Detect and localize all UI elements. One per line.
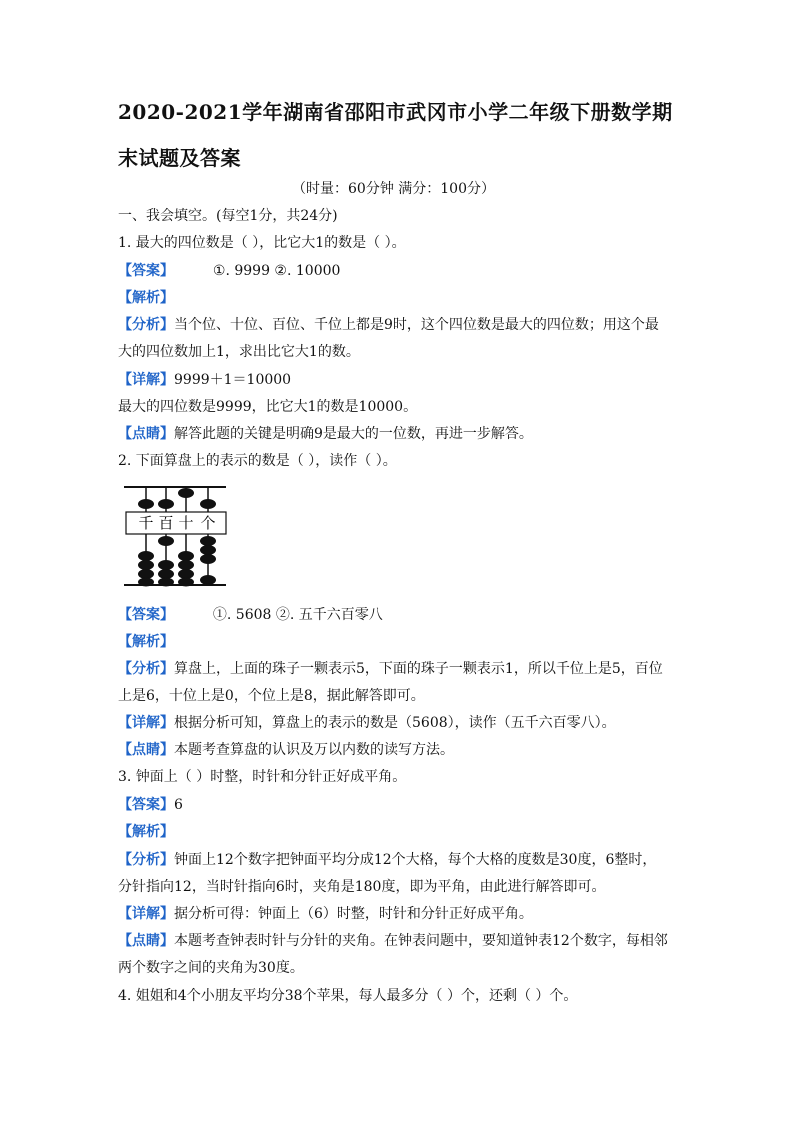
q2-answer-line [118, 606, 383, 624]
abacus-label-shi: 十 [178, 514, 194, 532]
q3-stem: 3. 钟面上（ ）时整，时针和分针正好成平角。 [118, 769, 407, 785]
q4-stem: 4. 姐姐和4个小朋友平均分38个苹果，每人最多分（ ）个，还剩（ ）个。 [118, 988, 578, 1004]
q2-xiangjie-line [118, 714, 616, 732]
jiexi-label: 【解析】 [118, 290, 174, 306]
q3-fenxi-line1 [118, 851, 656, 869]
doc-title-line1: 2020-2021学年湖南省邵阳市武冈市小学二年级下册数学期 [118, 100, 673, 124]
q3-xiangjie-line [118, 905, 533, 923]
q1-stem: 1. 最大的四位数是（ ），比它大1的数是（ ）。 [118, 235, 406, 251]
abacus-label-bai: 百 [158, 514, 174, 532]
abacus-label-qian: 千 [138, 514, 154, 532]
xiangjie-label: 【详解】 [118, 715, 174, 731]
q1-xiangjie-text: 9999＋1＝10000 [174, 372, 292, 388]
q1-fenxi-line2: 大的四位数加上1，求出比它大1的数。 [118, 344, 360, 360]
q1-answer: ①. 9999 ②. 10000 [212, 263, 341, 279]
q3-dianjing-text1: 本题考查钟表时针与分针的夹角。在钟表问题中，要知道钟表12个数字，每相邻 [174, 933, 668, 949]
fenxi-label: 【分析】 [118, 661, 174, 677]
dianjing-label: 【点睛】 [118, 742, 174, 758]
q3-jiexi-label [118, 823, 174, 841]
abacus-label-ge: 个 [200, 514, 216, 532]
section-heading: 一、我会填空。(每空1分，共24分) [118, 208, 338, 224]
q2-dianjing-line [118, 741, 454, 759]
abacus-image [122, 484, 230, 588]
q1-extra-line: 最大的四位数是9999，比它大1的数是10000。 [118, 399, 418, 415]
q2-answer: ①. 5608 ②. 五千六百零八 [212, 607, 383, 623]
answer-label: 【答案】 [118, 263, 174, 279]
q1-xiangjie-line [118, 371, 291, 389]
fenxi-label: 【分析】 [118, 852, 174, 868]
q3-answer-line [118, 796, 183, 814]
jiexi-label: 【解析】 [118, 824, 174, 840]
q3-dianjing-line2: 两个数字之间的夹角为30度。 [118, 960, 304, 976]
q3-dianjing-line1 [118, 932, 668, 950]
dianjing-label: 【点睛】 [118, 933, 174, 949]
q1-answer-line [118, 262, 340, 280]
q1-dianjing-line [118, 425, 533, 443]
xiangjie-label: 【详解】 [118, 372, 174, 388]
q1-jiexi-label [118, 289, 174, 307]
q1-fenxi-line1 [118, 316, 659, 334]
q3-fenxi-text1: 钟面上12个数字把钟面平均分成12个大格，每个大格的度数是30度，6整时， [174, 852, 657, 868]
q1-dianjing-text: 解答此题的关键是明确9是最大的一位数，再进一步解答。 [174, 426, 533, 442]
q2-jiexi-label [118, 633, 174, 651]
q2-fenxi-text1: 算盘上，上面的珠子一颗表示5，下面的珠子一颗表示1，所以千位上是5，百位 [174, 661, 663, 677]
xiangjie-label: 【详解】 [118, 906, 174, 922]
q3-fenxi-line2: 分针指向12，当时针指向6时，夹角是180度，即为平角，由此进行解答即可。 [118, 879, 606, 895]
q2-dianjing-text: 本题考查算盘的认识及万以内数的读写方法。 [174, 742, 454, 758]
fenxi-label: 【分析】 [118, 317, 174, 333]
q2-xiangjie-text: 根据分析可知，算盘上的表示的数是（5608），读作（五千六百零八）。 [174, 715, 616, 731]
answer-label: 【答案】 [118, 607, 174, 623]
q3-answer: 6 [174, 797, 183, 813]
dianjing-label: 【点睛】 [118, 426, 174, 442]
exam-meta: （时量：60分钟 满分：100分） [292, 181, 495, 197]
q2-stem: 2. 下面算盘上的表示的数是（ ），读作（ ）。 [118, 453, 397, 469]
doc-title-line2: 末试题及答案 [118, 146, 241, 170]
q1-fenxi-text1: 当个位、十位、百位、千位上都是9时，这个四位数是最大的四位数；用这个最 [174, 317, 659, 333]
q2-fenxi-line2: 上是6，十位上是0，个位上是8，据此解答即可。 [118, 688, 425, 704]
q2-fenxi-line1 [118, 660, 663, 678]
q3-xiangjie-text: 据分析可得：钟面上（6）时整，时针和分针正好成平角。 [174, 906, 533, 922]
jiexi-label: 【解析】 [118, 634, 174, 650]
answer-label: 【答案】 [118, 797, 174, 813]
